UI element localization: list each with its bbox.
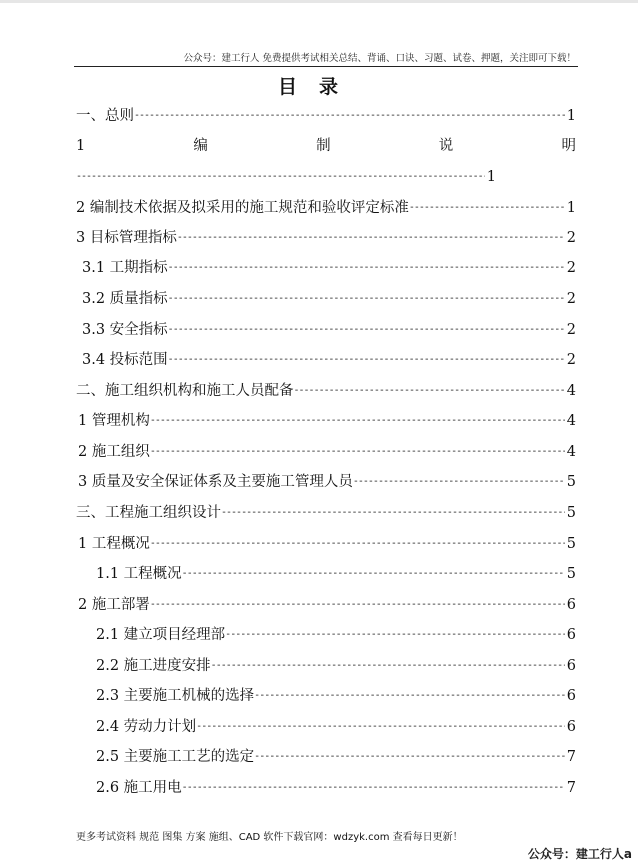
toc-leader: [134, 106, 565, 126]
toc-leader: [150, 411, 565, 431]
toc-leader: [353, 472, 565, 492]
toc-leader: [294, 381, 565, 401]
footer-note: 更多考试资料 规范 图集 方案 施组、CAD 软件下载官网：wdzyk.com 查看每日更新！: [76, 832, 463, 843]
toc-entry-label: 三、工程施工组织设计: [76, 505, 221, 521]
toc-entry-page: 2: [566, 230, 576, 246]
toc-entry-label: 2 施工部署: [78, 597, 150, 613]
toc-entry-page: 6: [566, 658, 576, 674]
watermark-label: 公众号：建工行人a: [527, 847, 632, 861]
toc-entry-label: 1.1 工程概况: [96, 566, 182, 582]
toc-entry[interactable]: [78, 595, 576, 615]
toc-entry-page: 2: [566, 291, 576, 307]
toc-entry[interactable]: [76, 198, 576, 218]
toc-entry-page: 7: [566, 780, 576, 796]
toc-entry-page: 4: [566, 444, 576, 460]
header-note: 公众号：建工行人 免费提供考试相关总结、背诵、口诀、习题、试卷、押题，关注即可下载！: [183, 53, 576, 64]
toc-entry-page: 2: [566, 322, 576, 338]
toc-entry[interactable]: [82, 350, 576, 370]
toc-leader: [177, 228, 565, 248]
toc-entry[interactable]: [78, 472, 576, 492]
toc-entry-label: 一、总则: [76, 108, 134, 124]
toc-entry-label: 3 质量及安全保证体系及主要施工管理人员: [78, 474, 353, 490]
toc-entry[interactable]: [82, 258, 576, 278]
toc-leader: [150, 442, 565, 462]
toc-entry-page: 1: [486, 169, 496, 185]
toc-leader: [196, 717, 565, 737]
toc-leader: [182, 564, 565, 584]
toc-entry[interactable]: [82, 289, 576, 309]
toc-entry[interactable]: [78, 442, 576, 462]
toc-leader: [150, 595, 565, 615]
toc-leader: [168, 320, 565, 340]
toc-entry-page: 2: [566, 352, 576, 368]
toc-entry[interactable]: [76, 503, 576, 523]
toc-entry-page: 7: [566, 749, 576, 765]
toc-entry-label: 2.1 建立项目经理部: [96, 627, 226, 643]
header-rule: [74, 66, 578, 67]
toc-entry[interactable]: [82, 320, 576, 340]
page-top-border: [0, 0, 638, 3]
toc-entry-page: 5: [566, 536, 576, 552]
toc-entry[interactable]: [96, 778, 576, 798]
toc-entry-continuation[interactable]: [76, 167, 496, 187]
toc-entry-label: 2 施工组织: [78, 444, 150, 460]
toc-leader: [409, 198, 565, 218]
toc-entry[interactable]: [76, 228, 576, 248]
toc-entry-label: 3.2 质量指标: [82, 291, 168, 307]
toc-leader: [168, 289, 565, 309]
toc-entry-page: 5: [566, 566, 576, 582]
toc-entry[interactable]: [76, 381, 576, 401]
toc-leader: [168, 258, 565, 278]
toc-leader: [211, 656, 565, 676]
toc-entry-label: 2.5 主要施工工艺的选定: [96, 749, 255, 765]
toc-leader: [168, 350, 565, 370]
spread-char: 制: [316, 138, 331, 154]
toc-entry-label: 3.4 投标范围: [82, 352, 168, 368]
toc-entry[interactable]: [78, 534, 576, 554]
toc-entry-label: 1 工程概况: [78, 536, 150, 552]
toc-entry-page: 2: [566, 260, 576, 276]
toc-entry-label: 2.2 施工进度安排: [96, 658, 211, 674]
toc-leader: [221, 503, 565, 523]
toc-entry-page: 6: [566, 688, 576, 704]
toc-entry-label: 二、施工组织机构和施工人员配备: [76, 383, 294, 399]
toc-entry-page: 4: [566, 413, 576, 429]
toc-entry[interactable]: [96, 625, 576, 645]
toc-entry-page: 4: [566, 383, 576, 399]
toc-entry[interactable]: [96, 747, 576, 767]
toc-entry-page: 6: [566, 719, 576, 735]
toc-entry[interactable]: [96, 656, 576, 676]
toc-title: 目录: [277, 76, 360, 98]
toc-leader: [225, 625, 565, 645]
toc-entry-label: 3.3 安全指标: [82, 322, 168, 338]
toc-entry-label: 2.6 施工用电: [96, 780, 182, 796]
spread-char: 说: [438, 138, 454, 154]
toc-entry-page: 5: [566, 474, 576, 490]
toc-entry[interactable]: [96, 717, 576, 737]
toc-leader: [254, 747, 565, 767]
toc-entry-label: 3 目标管理指标: [76, 230, 177, 246]
toc-entry[interactable]: [96, 686, 576, 706]
toc-entry-page: 5: [566, 505, 576, 521]
spread-char: 编: [193, 138, 208, 154]
toc-entry-label: 1 管理机构: [78, 413, 150, 429]
toc-entry-page: 6: [566, 627, 576, 643]
toc-entry[interactable]: [78, 411, 576, 431]
toc-leader: [254, 686, 565, 706]
toc-entry-page: 1: [566, 200, 576, 216]
spread-char: 明: [561, 138, 576, 154]
toc-entry-page: 1: [566, 108, 576, 124]
toc-entry-label: 2.4 劳动力计划: [96, 719, 197, 735]
toc-entry-label: 2 编制技术依据及拟采用的施工规范和验收评定标准: [76, 200, 409, 216]
toc-entry-label: 3.1 工期指标: [82, 260, 168, 276]
toc-entry[interactable]: [76, 106, 576, 126]
toc-leader: [150, 534, 565, 554]
spread-char: 1: [76, 138, 86, 154]
toc-entry[interactable]: [96, 564, 576, 584]
toc-leader: [76, 167, 485, 187]
toc-entry-spread[interactable]: [76, 136, 576, 156]
toc-leader: [182, 778, 565, 798]
toc-entry-label: 2.3 主要施工机械的选择: [96, 688, 255, 704]
toc-entry-page: 6: [566, 597, 576, 613]
